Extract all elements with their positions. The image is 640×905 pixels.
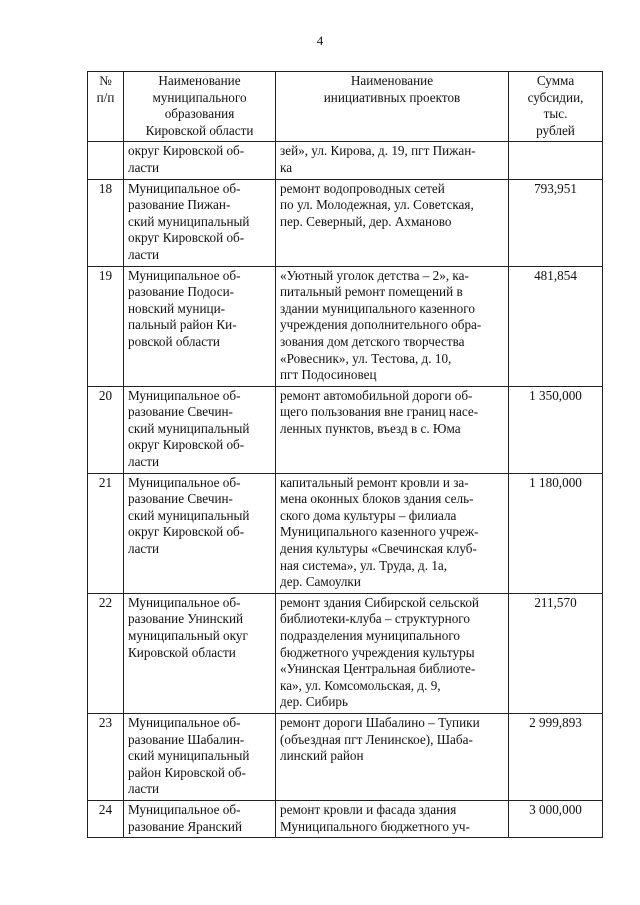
- table-row: [88, 713, 603, 800]
- municipality-cell: [124, 386, 276, 473]
- cell-line: новский муници-: [128, 300, 226, 316]
- municipality-cell: [124, 800, 276, 837]
- project-cell: [276, 800, 509, 837]
- row-number: 20: [88, 386, 124, 473]
- cell-line: ского дома культуры – филиала: [280, 507, 457, 523]
- table-row: [88, 473, 603, 593]
- subsidy-sum-cell: [509, 142, 603, 179]
- cell-line: подразделения муниципального: [280, 628, 460, 643]
- subsidy-table: [87, 71, 603, 838]
- cell-line: Муниципальное об-: [128, 801, 241, 817]
- cell-line: ремонт дороги Шабалино – Тупики: [280, 714, 480, 730]
- header-num: [88, 72, 124, 142]
- cell-line: линский район: [280, 748, 364, 764]
- cell-line: Сумма: [536, 73, 575, 88]
- cell-line: образования: [164, 106, 235, 122]
- cell-line: разование Свечин-: [128, 491, 233, 507]
- table-row: [88, 593, 603, 713]
- subsidy-sum-cell: 1 350,000: [509, 386, 603, 473]
- cell-line: ласти: [128, 246, 160, 262]
- cell-line: ремонт автомобильной дороги об-: [280, 387, 473, 403]
- cell-line: Муниципальное об-: [128, 387, 241, 403]
- cell-line: ский муниципальный: [128, 213, 250, 229]
- row-number: 23: [88, 713, 124, 800]
- cell-line: разование Яранский: [128, 818, 243, 834]
- cell-line: ремонт здания Сибирской сельской: [280, 594, 479, 610]
- cell-line: Муниципальное об-: [128, 714, 241, 730]
- cell-line: Муниципальное об-: [128, 180, 241, 196]
- cell-line: ский муниципальный: [128, 748, 250, 764]
- cell-line: округ Кировской об-: [128, 524, 245, 540]
- cell-line: здании муниципального казенного: [280, 300, 475, 316]
- cell-line: по ул. Молодежная, ул. Советская,: [280, 197, 474, 213]
- cell-line: мена оконных блоков здания сель-: [280, 491, 474, 507]
- cell-line: ласти: [128, 541, 160, 557]
- municipality-cell: [124, 266, 276, 386]
- header-municipality: [124, 72, 276, 142]
- cell-line: пгт Подосиновец: [280, 367, 377, 383]
- cell-line: разование Унинский: [128, 611, 244, 627]
- cell-line: «Унинская Центральная библиоте-: [280, 661, 476, 677]
- row-number: 18: [88, 179, 124, 266]
- subsidy-sum-cell: 3 000,000: [509, 800, 603, 837]
- municipality-cell: [124, 713, 276, 800]
- cell-line: Кировской области: [128, 644, 236, 660]
- cell-line: дения культуры «Свечинская клуб-: [280, 541, 477, 557]
- cell-line: Муниципальное об-: [128, 594, 241, 610]
- municipality-cell: [124, 473, 276, 593]
- cell-line: Наименование: [350, 73, 434, 88]
- project-cell: [276, 593, 509, 713]
- cell-line: капитальный ремонт кровли и за-: [280, 474, 469, 490]
- cell-line: рублей: [536, 122, 575, 138]
- municipality-cell: [124, 142, 276, 179]
- project-cell: [276, 179, 509, 266]
- cell-line: субсидии,: [527, 89, 584, 105]
- table-row: [88, 386, 603, 473]
- municipality-cell: [124, 593, 276, 713]
- cell-line: разование Подоси-: [128, 284, 235, 300]
- cell-line: ский муниципальный: [128, 507, 250, 523]
- cell-line: округ Кировской об-: [128, 437, 245, 453]
- cell-line: зования дом детского творчества: [280, 333, 465, 349]
- page-number: 4: [316, 33, 324, 48]
- subsidy-sum-cell: 481,854: [509, 266, 603, 386]
- cell-line: инициативных проектов: [323, 89, 461, 105]
- cell-line: ленных пунктов, въезд в с. Юма: [280, 420, 461, 436]
- cell-line: п/п: [96, 89, 115, 105]
- project-cell: [276, 473, 509, 593]
- municipality-cell: [124, 179, 276, 266]
- cell-line: Кировской области: [145, 122, 254, 138]
- cell-line: разование Свечин-: [128, 404, 233, 420]
- cell-line: учреждения дополнительного обра-: [280, 317, 482, 333]
- cell-line: дер. Самоулки: [280, 574, 361, 590]
- cell-line: щего пользования вне границ насе-: [280, 404, 479, 420]
- cell-line: бюджетного учреждения культуры: [280, 644, 475, 660]
- row-number: [88, 142, 124, 179]
- cell-line: (объездная пгт Ленинское), Шаба-: [280, 731, 473, 747]
- cell-line: ка: [280, 159, 293, 175]
- cell-line: ка», ул. Комсомольская, д. 9,: [280, 677, 441, 693]
- cell-line: район Кировской об-: [128, 764, 246, 780]
- header-project: [276, 72, 509, 142]
- subsidy-sum-cell: 793,951: [509, 179, 603, 266]
- project-cell: [276, 386, 509, 473]
- cell-line: «Уютный уголок детства – 2», ка-: [280, 267, 469, 283]
- cell-line: тыс.: [543, 106, 568, 122]
- cell-line: ремонт водопроводных сетей: [280, 180, 445, 196]
- cell-line: ная система», ул. Труда, д. 1а,: [280, 557, 448, 573]
- cell-line: зей», ул. Кирова, д. 19, пгт Пижан-: [280, 143, 476, 159]
- cell-line: Муниципальное об-: [128, 474, 241, 490]
- cell-line: Муниципального бюджетного уч-: [280, 818, 470, 834]
- cell-line: разование Пижан-: [128, 197, 231, 213]
- table-row: [88, 266, 603, 386]
- cell-line: Наименование: [158, 73, 241, 88]
- cell-line: округ Кировской об-: [128, 230, 245, 246]
- cell-line: муниципального: [152, 89, 247, 105]
- row-number: 22: [88, 593, 124, 713]
- cell-line: ласти: [128, 159, 160, 175]
- row-number: 24: [88, 800, 124, 837]
- cell-line: ремонт кровли и фасада здания: [280, 801, 457, 817]
- cell-line: пер. Северный, дер. Ахманово: [280, 213, 452, 229]
- cell-line: ский муниципальный: [128, 420, 250, 436]
- cell-line: библиотеки-клуба – структурного: [280, 611, 470, 627]
- project-cell: [276, 713, 509, 800]
- cell-line: ласти: [128, 454, 160, 470]
- project-cell: [276, 266, 509, 386]
- subsidy-sum-cell: 2 999,893: [509, 713, 603, 800]
- cell-line: ровской области: [128, 333, 220, 349]
- table-row: [88, 800, 603, 837]
- header-sum: [509, 72, 603, 142]
- subsidy-sum-cell: 1 180,000: [509, 473, 603, 593]
- cell-line: питальный ремонт помещений в: [280, 284, 463, 300]
- table-row: [88, 179, 603, 266]
- row-number: 21: [88, 473, 124, 593]
- table-header-row: [88, 72, 603, 142]
- subsidy-sum-cell: 211,570: [509, 593, 603, 713]
- cell-line: Муниципального казенного учреж-: [280, 524, 479, 540]
- row-number: 19: [88, 266, 124, 386]
- cell-line: Муниципальное об-: [128, 267, 241, 283]
- cell-line: ласти: [128, 781, 160, 797]
- cell-line: разование Шабалин-: [128, 731, 245, 747]
- cell-line: муниципальный окуг: [128, 628, 248, 643]
- cell-line: пальный район Ки-: [128, 317, 237, 333]
- cell-line: дер. Сибирь: [280, 694, 348, 710]
- cell-line: округ Кировской об-: [128, 143, 245, 159]
- cell-line: №: [99, 73, 112, 88]
- table-row: [88, 142, 603, 179]
- project-cell: [276, 142, 509, 179]
- cell-line: «Ровесник», ул. Тестова, д. 10,: [280, 350, 452, 366]
